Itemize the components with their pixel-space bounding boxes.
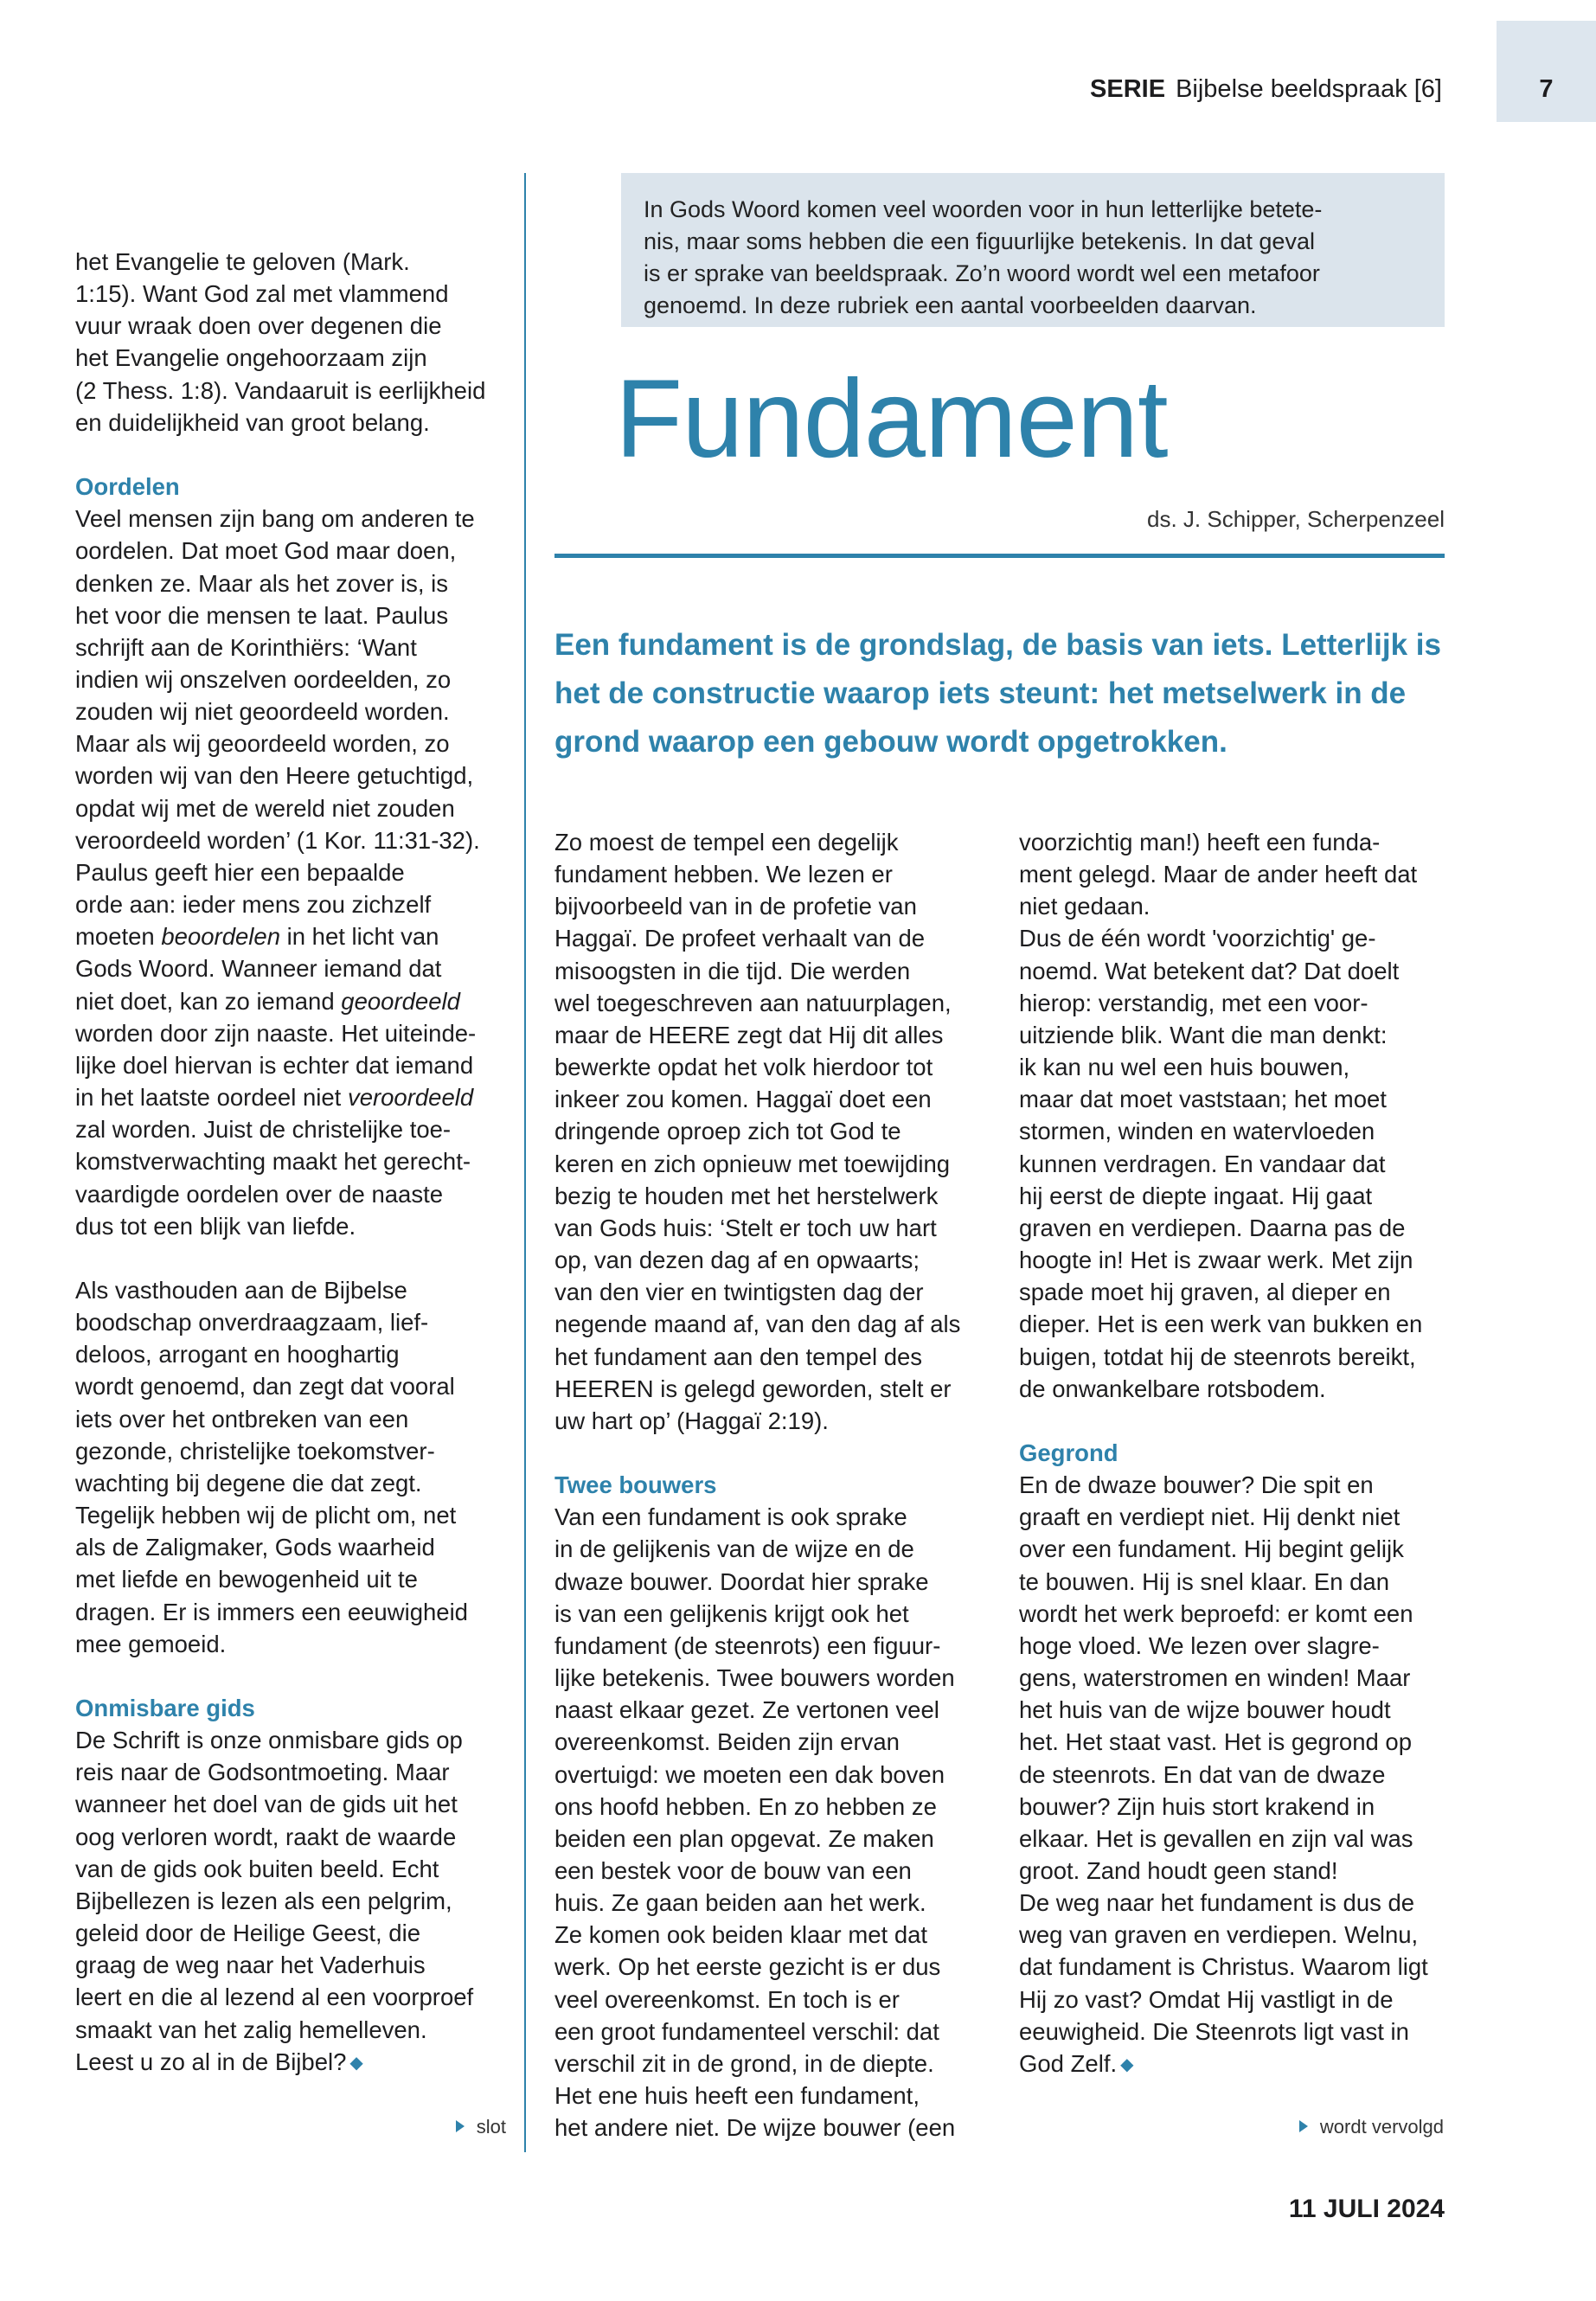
- end-diamond-icon: ◆: [1120, 2054, 1134, 2074]
- subheading-onmisbare-gids: Onmisbare gids: [75, 1694, 255, 1721]
- triangle-right-icon: [1299, 2120, 1308, 2132]
- paragraph: Als vasthouden aan de Bijbelse boodschap onverdraagzaam, lief- deloos, arrogant en hooghartig wordt genoemd, dan zegt dat vooral iets over het ontbreken van een gezonde, christelijke toekomstver- wachting bij degene die dat zegt. Tegelijk hebben wij de plicht om, net als de Zaligmaker, Gods waarheid met liefde en bewogenheid uit te dragen. Er is immers een eeuwigheid mee gemoeid.: [75, 1276, 468, 1657]
- article-lead: [554, 621, 1454, 766]
- subheading-gegrond: Gegrond: [1019, 1439, 1118, 1466]
- page-number-tab: [1497, 21, 1596, 122]
- paragraph: Van een fundament is ook sprake in de gelijkenis van de wijze en de dwaze bouwer. Doordat hier sprake is van een gelijkenis krijgt ook het fundament (de steenrots) een figuur- lijke betekenis. Twee bouwers worden naast elkaar gezet. Ze vertonen veel overeenkomst. Beiden zijn ervan overtuigd: we moeten een dak boven ons hoofd hebben. En zo hebben ze beiden een plan opgevat. Ze maken een bestek voor de bouw van een huis. Ze gaan beiden aan het werk. Ze komen ook beiden klaar met dat werk. Op het eerste gezicht is er dus veel overeenkomst. En toch is er een groot fundamenteel verschil: dat verschil zit in de grond, in de diepte. Het ene huis heeft een fundament, het andere niet. De wijze bouwer (een: [554, 1503, 956, 2142]
- title-rule: [554, 554, 1445, 558]
- column-divider: [524, 173, 526, 2152]
- end-diamond-icon: ◆: [349, 2053, 363, 2073]
- subheading-oordelen: Oordelen: [75, 473, 180, 501]
- issue-date: 11 JULI 2024: [1288, 2195, 1445, 2223]
- continued-marker: wordt vervolgd: [1299, 2116, 1444, 2138]
- intro-text: In Gods Woord komen veel woorden voor in hun letterlijke betete- nis, maar soms hebben die een figuurlijke betekenis. In dat geval is er sprake van beeldspraak. Zo’n woord wordt wel een metafoor genoemd. In deze rubriek een aantal voorbeelden daarvan.: [644, 196, 1323, 318]
- column-1: [75, 246, 516, 2080]
- subheading-twee-bouwers: Twee bouwers: [554, 1471, 717, 1499]
- series-label: SERIE: [1090, 75, 1166, 103]
- article-title: Fundament: [615, 357, 1168, 481]
- paragraph: De Schrift is onze onmisbare gids op reis naar de Godsontmoeting. Maar wanneer het doel van de gids uit het oog verloren wordt, raakt de waarde van de gids ook buiten beeld. Echt Bijbellezen is lezen als een pelgrim, geleid door de Heilige Geest, die graag de weg naar het Vaderhuis leert en die al lezend al een voorproef smaakt van het zalig hemelleven. Leest u zo al in de Bijbel? ◆: [75, 1727, 474, 2075]
- slot-marker: slot: [456, 2116, 506, 2138]
- paragraph: En de dwaze bouwer? Die spit en graaft en verdiept niet. Hij denkt niet over een fundament. Hij begint gelijk te bouwen. Hij is snel klaar. En dan wordt het werk beproefd: er komt een hoge vloed. We lezen over slagre- gens, waterstromen en winden! Maar het huis van de wijze bouwer houdt het. Het staat vast. Het is gegrond op de steenrots. En dat van de dwaze bouwer? Zijn huis stort krakend in elkaar. Het is gevallen en zijn val was groot. Zand houdt geen stand! De weg naar het fundament is dus de weg van graven en verdiepen. Welnu, dat fundament is Christus. Waarom ligt Hij zo vast? Omdat Hij vastligt in de eeuwigheid. Die Steenrots ligt vast in God Zelf. ◆: [1019, 1471, 1428, 2077]
- paragraph: Zo moest de tempel een degelijk fundament hebben. We lezen er bijvoorbeeld van in de profetie van Haggaï. De profeet verhaalt van de misoogsten in die tijd. Die werden wel toegeschreven aan natuurplagen, maar de HEERE zegt dat Hij dit alles bewerkte opdat het volk hierdoor tot inkeer zou komen. Haggaï doet een dringende oproep zich tot God te keren en zich opnieuw met toewijding bezig te houden met het herstelwerk van Gods huis: ‘Stelt er toch uw hart op, van dezen dag af en opwaarts; van den vier en twintigsten dag der negende maand af, van den dag af als het fundament aan den tempel des HEEREN is gelegd geworden, stelt er uw hart op’ (Haggaï 2:19).: [554, 829, 961, 1434]
- series-header: [1090, 74, 1442, 104]
- column-3: [1019, 826, 1469, 2081]
- paragraph: Veel mensen zijn bang om anderen te oordelen. Dat moet God maar doen, denken ze. Maar als het zover is, is het voor die mensen te laat. Paulus schrijft aan de Korinthiërs: ‘Want indien wij onszelven oordeelden, zo zouden wij niet geoordeeld worden. Maar als wij geoordeeld worden, zo worden wij van den Heere getuchtigd, opdat wij met de wereld niet zouden veroordeeld worden’ (1 Kor. 11:31-32). Paulus geeft hier een bepaalde orde aan: ieder mens zou zichzelf moeten beoordelen in het licht van Gods Woord. Wanneer iemand dat niet doet, kan zo iemand geoordeeld worden door zijn naaste. Het uiteinde- lijke doel hiervan is echter dat iemand in het laatste oordeel niet veroordeeld zal worden. Juist de christelijke toe- komstverwachting maakt het gerecht- vaardigde oordelen over de naaste dus tot een blijk van liefde.: [75, 505, 480, 1240]
- triangle-right-icon: [456, 2120, 465, 2132]
- lead-text: Een fundament is de grondslag, de basis van iets. Letterlijk is het de constructie waarop iets steunt: het metselwerk in de grond waarop een gebouw wordt opgetrokken.: [554, 628, 1441, 759]
- article-author: ds. J. Schipper, Scherpenzeel: [1147, 506, 1445, 532]
- page-number: 7: [1539, 75, 1554, 103]
- paragraph: voorzichtig man!) heeft een funda- ment gelegd. Maar de ander heeft dat niet gedaan. Dus de één wordt 'voorzichtig' ge- noemd. Wat betekent dat? Dat doelt hierop: verstandig, met een voor- uitziende blik. Want die man denkt: ik kan nu wel een huis bouwen, maar dat moet vaststaan; het moet stormen, winden en watervloeden kunnen verdragen. En vandaar dat hij eerst de diepte ingaat. Hij gaat graven en verdiepen. Daarna pas de hoogte in! Het is zwaar werk. Met zijn spade moet hij graven, al dieper en dieper. Het is een werk van bukken en buigen, totdat hij de steenrots bereikt, de onwankelbare rotsbodem.: [1019, 829, 1423, 1402]
- series-title: Bijbelse beeldspraak [6]: [1176, 75, 1442, 103]
- paragraph: het Evangelie te geloven (Mark. 1:15). Want God zal met vlammend vuur wraak doen over degenen die het Evangelie ongehoorzaam zijn (2 Thess. 1:8). Vandaaruit is eerlijkheid en duidelijkheid van groot belang.: [75, 248, 486, 436]
- intro-box: [621, 173, 1445, 327]
- column-2: [554, 826, 1004, 2144]
